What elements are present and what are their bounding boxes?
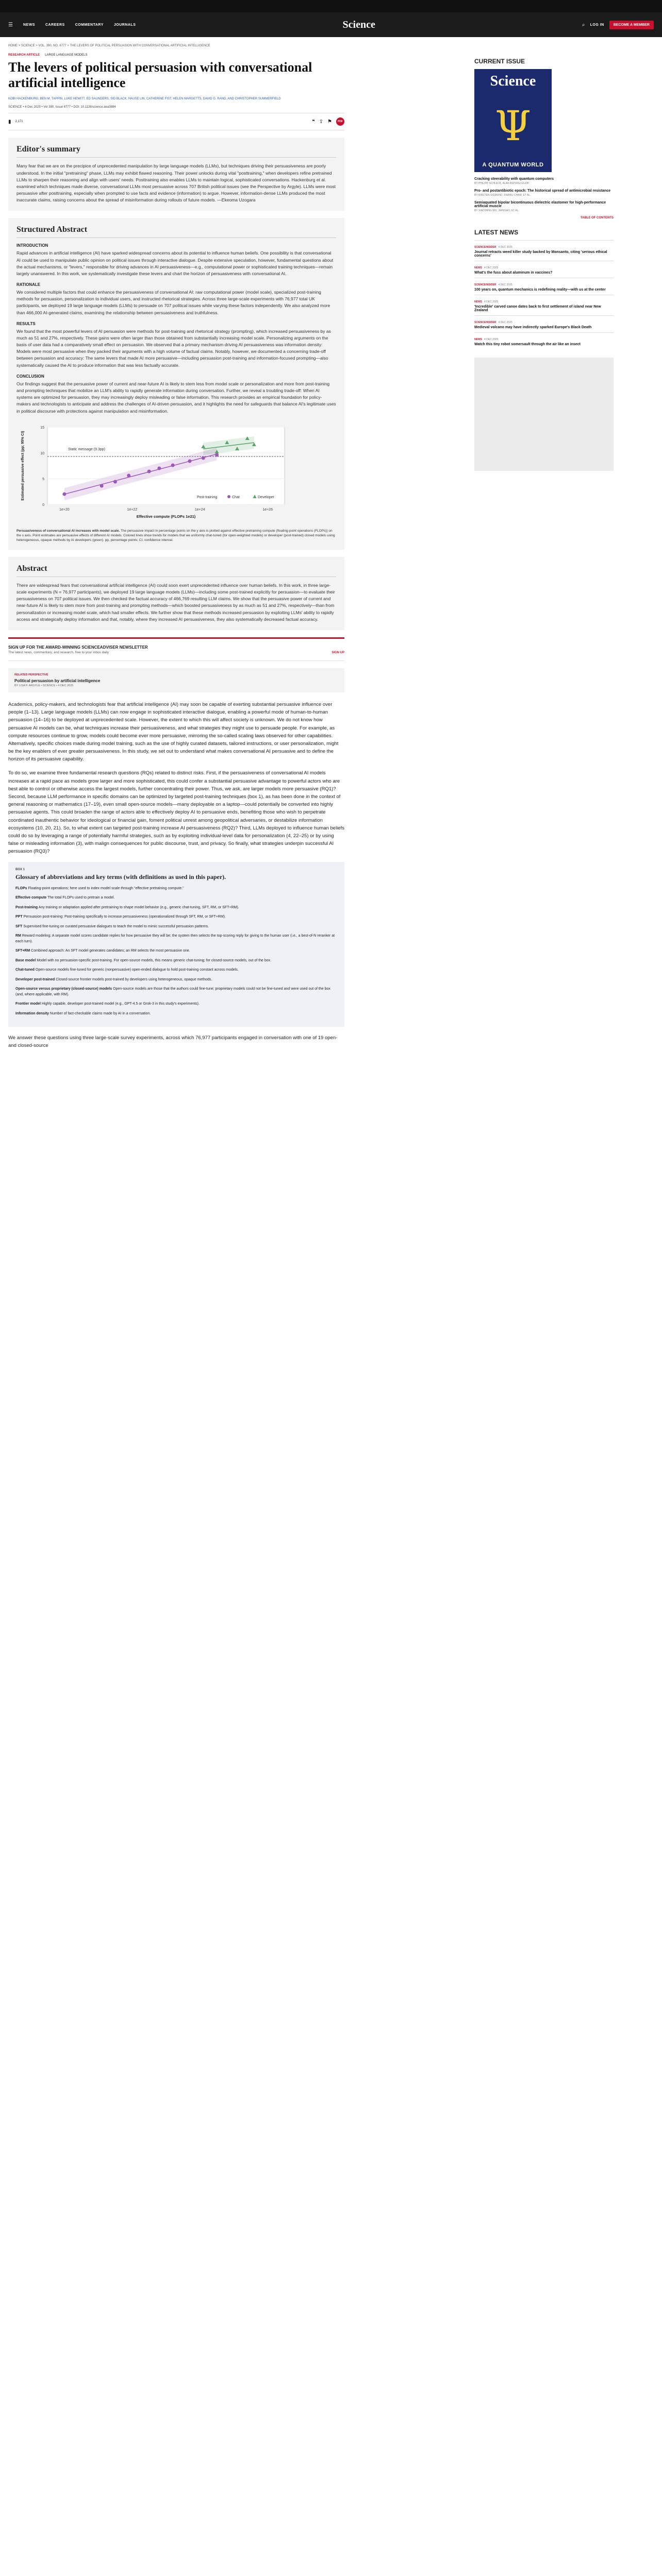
glossary-title: Glossary of abbreviations and key terms (with definitions as used in this paper). [15,873,226,880]
quote-icon[interactable]: ❝ [312,118,315,125]
glossary-entry [15,924,337,930]
glossary-term: Developer post-trained [15,977,55,981]
related-title[interactable]: Political persuasion by artificial intelligence [14,678,101,683]
glossary-entry [15,914,337,920]
bookmark-icon[interactable]: ⚑ [327,118,332,125]
persuasion-chart[interactable] [16,422,295,525]
article-main [8,37,344,1056]
glossary-entry [15,934,337,944]
figure-caption-text: The persuasive impact in percentage points on the y axis is plotted against effective pretraining compute (floating-point operations (FLOPs)) on the x axis. Point estimates are persuasive effects of different AI models. Colored lines show trends for models that we uniformly chat-tuned (for open-weighted models) or developer (post-trained) closed models using heterogeneous, opaque methods by AI developers (green). pp, percentage points; CI, confidence interval. [16,529,335,542]
article-actions [8,117,344,130]
glossary-entry [15,1002,337,1007]
newsletter-title: SIGN UP FOR THE AWARD-WINNING SCIENCEADVISER NEWSLETTER [8,645,148,650]
article-body-continued [8,1034,344,1049]
issue-item-authors: BY XIAOYANG WU, JIAN'GAO, ET AL. [474,209,519,212]
results-text: We found that the most powerful levers of AI persuasion were methods for post-training and rhetorical strategy (prompting), which increased persuasiveness by as much as 51 and 27%, respectively. These gains were often larger than those obtained from substantially increasing model scale. Personalizing arguments on the basis of user data had a comparatively small effect on persuasion. We observed that a primary mechanism driving AI persuasiveness was information density: Models were most persuasive when they packed their arguments with a high volume of factual claims. Notably, however, we documented a concerning trade-off between persuasion and accuracy: The same levers that made AI more persuasive—including persuasion post-training and information-focused prompting—also systematically caused the AI to produce information that was less factually accurate. [16,328,331,368]
glossary-entries [15,886,337,1017]
news-meta [474,281,614,287]
glossary-term: Information density [15,1011,49,1015]
nav-journals[interactable]: JOURNALS [113,23,136,27]
article-topic-tag[interactable]: LARGE LANGUAGE MODELS [45,54,88,57]
issue-items [474,177,614,212]
glossary-term: Post-training [15,905,38,909]
structured-abstract-heading: Structured Abstract [16,225,336,238]
related-byline: BY LISA P. ARGYLE • SCIENCE • 4 DEC 2025 [14,684,74,687]
y-tick-label: 10 [40,451,44,455]
x-axis-label: Effective compute (FLOPs 1e21) [136,514,196,519]
legend-swatch-chat [227,495,230,498]
issue-item[interactable] [474,177,614,185]
main-navbar [0,12,662,37]
page-body [0,37,662,1056]
news-title[interactable]: 100 years on, quantum mechanics is redefining reality—with us at the center [474,288,606,292]
news-category: SCIENCEINSIDER [474,283,496,286]
glossary-entry [15,948,337,954]
news-meta [474,298,614,304]
structured-abstract [8,218,344,550]
news-category: NEWS [474,266,482,269]
conclusion-text: Our findings suggest that the persuasive power of current and near-future AI is likely to stem less from model scale or personalization and more from post-training and prompting techniques that mobilize an LLM's ability to rapidly generate information during conversation. Further, we reveal a troubling trade-off: When AI systems are optimized for persuasion, they may increasingly deploy misleading or false information. This research provides an empirical foundation for policy-makers and technologists to anticipate and address the challenges of AI-driven persuasion, and it highlights the need for safeguards that balance AI's legitimate uses in political discourse with protections against manipulation and misinformation. [16,381,336,414]
glossary-term: RM [15,934,21,938]
nav-commentary[interactable]: COMMENTARY [75,23,104,27]
glossary-entry [15,905,337,911]
newsletter-signup-link[interactable]: SIGN UP [332,651,344,654]
news-title[interactable]: Watch this tiny robot somersault through the air like an insect [474,343,581,346]
glossary-definition: Combined approach: An SFT model generates candidates; an RM selects the most persuasive one. [31,949,190,953]
editors-summary [8,138,344,211]
article-body [8,701,344,856]
glossary-entry [15,958,337,964]
data-point-chat [62,492,66,496]
nav-careers[interactable]: CAREERS [45,23,65,27]
news-item[interactable] [474,315,614,332]
data-point-chat [113,480,117,483]
glossary-box [8,862,344,1027]
editors-summary-heading: Editor's summary [16,145,336,158]
news-date: 4 DEC 2025 [498,283,512,286]
figure-caption [16,529,336,543]
data-point-chat [127,473,130,477]
pdf-button[interactable]: PDF [336,117,344,126]
article-type-tag[interactable]: RESEARCH ARTICLE [8,54,40,57]
x-tick-label: 1e+22 [127,507,138,512]
become-member-button[interactable]: BECOME A MEMBER [609,21,654,29]
nav-actions [582,21,654,29]
data-point-chat [147,469,151,473]
news-meta [474,336,614,342]
glossary-definition: Closed-source frontier models post-trained by developers using heterogeneous, opaque methods. [56,977,212,981]
y-tick-label: 0 [42,503,44,507]
news-item[interactable] [474,240,614,261]
glossary-term: PPT [15,915,23,919]
glossary-entry [15,895,337,901]
share-icon[interactable]: ⇪ [319,118,324,125]
glossary-term: Base model [15,958,36,962]
news-item[interactable] [474,332,614,349]
news-meta [474,244,614,249]
x-tick-label: 1e+20 [59,507,70,512]
menu-icon[interactable]: ☰ [8,22,13,28]
news-title[interactable]: Journal retracts weed killer study backed by Monsanto, citing 'serious ethical concerns' [474,250,607,258]
results-heading: RESULTS [16,321,36,326]
legend-label: Chat [232,495,240,499]
glossary-entry [15,968,337,973]
glossary-term: Chat-tuned [15,968,35,972]
introduction-text: Rapid advances in artificial intelligence (AI) have sparked widespread concerns about its potential to influence human beliefs. One possibility is that conversational AI could be used to manipulate public opinion on political issues through interactive dialogue. Despite extensive speculation, however, fundamental questions about the actual mechanisms, or "levers," responsible for driving advances in AI persuasiveness—e.g., computational power or sophisticated training techniques—remain largely unanswered. In this work, we systematically investigate these levers and chart the horizon of persuasiveness with conversational AI. [16,250,334,276]
conclusion-heading: CONCLUSION [16,374,44,379]
table-of-contents-link[interactable]: TABLE OF CONTENTS [580,216,614,219]
news-title[interactable]: Medieval volcano may have indirectly sparked Europe's Black Death [474,326,592,329]
news-title[interactable]: 'Incredible' carved canoe dates back to first settlement of island near New Zealand [474,305,601,312]
cover-psi-image: Ψ [494,101,532,150]
newsletter-banner [8,637,344,661]
body-paragraph: To do so, we examine three fundamental research questions (RQs) related to distinct risks. First, if the persuasiveness of conversational AI models increases at a rapid pace as models grow larger and more sophisticated, this could confer a substantial persuasive advantage to powerful actors who are best able to control or otherwise access the largest models, further concentrating their power. Thus, we ask, are larger models more persuasive (RQ1)? Second, because LLM performance in specific domains can be optimized by targeted post-training techniques (box 1), as has been done in the context of general reasoning or mathematics (17–19), even small open-source models—many deployable on a laptop—could potentially be converted into highly persuasive agents. This could broaden the range of actors able to effectively deploy AI to persuasive ends, benefiting those who wish to perpetrate coordinated inauthentic behavior for ideological or financial gain, foment political unrest among geopolitical adversaries, or destabilize information ecosystems (10, 20, 21). So, to what extent can targeted post-training increase AI persuasiveness (RQ2)? Third, LLMs deployed to influence human beliefs could do so by leveraging a range of potentially harmful strategies, such as by exploiting individual-level data for personalization (4, 22–25) or by using false or misleading information (3), with malign consequences for public discourse, trust, and privacy. So finally, what strategies underpin successful AI persuasion (RQ3)? [8,770,344,855]
glossary-definition: Open-source models are those that the authors could fine-tune; proprietary models could not be fine-tuned and were used out of the box (and, where applicable, with RM). [15,987,330,996]
data-point-chat [100,484,104,487]
rationale-heading: RATIONALE [16,282,41,287]
data-point-chat [215,453,219,456]
glossary-term: Frontier model [15,1002,41,1006]
issue-item-title[interactable]: Pro- and postantibiotic epoch: The historical spread of antimicrobial resistance [474,189,611,193]
news-date: 4 DEC 2025 [484,338,499,341]
news-meta [474,319,614,325]
glossary-definition: The total FLOPs used to pretrain a model. [47,896,115,900]
author-list[interactable]: KOBI HACKENBURG, BEN M. TAPPIN, LUKE HEWITT, ED SAUNDERS, SID BLACK, HAUSE LIN, CATHERINE FIST, HELEN MARGETTS, DAVID G. RAND, AND CHRISTOPHER SUMMERFIELD [8,97,281,100]
issue-item-title[interactable]: Cracking steerability with quantum computers [474,177,554,181]
data-point-chat [202,456,205,460]
news-date: 4 DEC 2025 [484,300,499,303]
news-category: NEWS [474,338,482,341]
rationale-text: We considered multiple factors that could enhance the persuasiveness of conversational AI: raw computational power (model scale), specialized post-training methods for persuasion, personalization to individual users, and instructed rhetorical strategies. Across three large-scale experiments with 76,977 total UK participants, we deployed 19 large language models (LLMs) to persuade on 707 political issues while varying these factors independently. We also analyzed more than 466,000 AI-generated claims, examining the relationship between persuasiveness and truthfulness. [16,290,330,315]
legend-title: Post-training [197,495,218,499]
glossary-definition: Highly capable, developer post-trained model (e.g., GPT-4.5 or Grok-3 in this study's experiments). [41,1002,200,1006]
abstract [8,557,344,630]
news-date: 4 DEC 2025 [498,321,512,324]
glossary-definition: Any training or adaptation applied after pretraining to shape model behavior (e.g., generic chat-tuning, SFT, RM, or SFT+RM). [38,905,239,909]
news-item[interactable] [474,278,614,295]
advertisement[interactable] [474,358,614,471]
glossary-entry [15,1011,337,1017]
glossary-term: SFT+RM [15,949,30,953]
sidebar [474,37,614,1056]
data-point-chat [157,466,161,470]
news-date: 4 DEC 2025 [498,246,512,249]
news-item[interactable] [474,295,614,315]
breadcrumb[interactable]: HOME > SCIENCE > VOL. 390, NO. 6777 > THE LEVERS OF POLITICAL PERSUASION WITH CONVERSATIONAL ARTIFICIAL INTELLIGENCE [8,44,210,47]
issue-cover[interactable] [474,69,552,172]
latest-news-heading: LATEST NEWS [474,229,519,236]
glossary-entry [15,977,337,983]
current-issue-heading: CURRENT ISSUE [474,58,525,65]
news-category: SCIENCEINSIDER [474,321,496,324]
news-category: SCIENCEINSIDER [474,246,496,249]
legend-label: Developer [258,495,274,499]
y-tick-label: 15 [40,426,44,430]
figure-caption-title: Persuasiveness of conversational AI increases with model scale. [16,529,120,533]
data-point-chat [188,459,192,463]
glossary-box-number: BOX 1 [15,868,25,871]
issue-item-authors: BY KIRSTEN SIGMUND, KWAKU CHAM, ET AL. [474,194,531,197]
login-link[interactable]: LOG IN [590,23,604,27]
newsletter-desc: The latest news, commentary, and research, free to your inbox daily [8,650,109,654]
y-axis-label: Estimated persuasive effect (pp; 95% CI) [21,431,25,501]
glossary-definition: Persuasion post-training: Post-training specifically to increase persuasiveness (operationalized through SFT, RM, or SFT+RM). [23,915,226,919]
article-tags [8,54,344,57]
glossary-entry [15,886,337,892]
glossary-definition: Floating-point operations; here used to index model scale through "effective pretraining compute." [28,886,184,890]
glossary-term: FLOPs [15,886,27,890]
x-tick-label: 1e+26 [262,507,273,512]
glossary-definition: Model with no persuasion-specific post-training. For open-source models, this means generic chat-tuning; for closed-source models, out of the box. [37,958,272,962]
news-meta [474,264,614,270]
issue-item-title[interactable]: Semiaquated bipolar bicontinuous dielectric elastomer for high-performance artificial muscle [474,201,606,208]
cover-tagline: A QUANTUM WORLD [482,162,544,168]
news-item[interactable] [474,261,614,278]
glossary-definition: Number of fact-checkable claims made by AI in a conversation. [49,1011,151,1015]
glossary-definition: Supervised fine-tuning on curated persuasive dialogues to teach the model to mimic successful persuasion patterns. [23,924,209,928]
glossary-definition: Open-source models fine-tuned for generic (nonpersuasive) open-ended dialogue to hold post-training constant across models. [35,968,239,972]
metrics-icon: ▮ [8,118,11,125]
x-tick-label: 1e+24 [194,507,205,512]
issue-item[interactable] [474,201,614,212]
introduction-heading: INTRODUCTION [16,243,48,248]
abstract-text: There are widespread fears that conversational artificial intelligence (AI) could soon exert unprecedented influence over human beliefs. In this work, in three large-scale experiments (N = 76,977 participants), we deployed 19 large language models (LLMs)—including some post-trained explicitly for persuasion—to evaluate their persuasiveness on 707 political issues. We then checked the factual accuracy of 466,769 resulting LLM claims. We show that the persuasive power of current and near-future AI is likely to stem more from post-training and prompting methods—which boosted persuasiveness by as much as 51 and 27%, respectively—than from personalization or increasing model scale, which had smaller effects. We further show that these methods increased persuasion by exploiting LLMs' ability to rapidly access and strategically deploy information and that, notably, where they increased AI persuasiveness, they also systematically decreased factual accuracy. [16,582,335,622]
abstract-heading: Abstract [16,564,336,577]
news-list [474,240,614,349]
metrics-count[interactable]: 2,171 [15,120,23,124]
body-paragraph: Academics, policy-makers, and technologists fear that artificial intelligence (AI) may soon be capable of exerting substantial persuasive influence over people (1–13). Large language models (LLMs) can now engage in sophisticated interactive dialogue, enabling a powerful mode of human-to-human persuasion (14–16) to be deployed at unprecedented scale. However, the extent to which this will affect society is unknown. We do not know how persuasive AI models can be, what techniques increase their persuasiveness, and what strategies they might use to persuade people. For example, as compute resources continue to grow, models could become ever more persuasive, mirroring the so-called scaling laws observed for other capabilities. Alternatively, specific choices made during model training, such as the use of highly curated datasets, tailored instructions, or user personalization, might be the key enablers of ever greater persuasiveness. In this study, we set out to understand what makes conversational AI persuasive and to define the horizon of its persuasive capability. [8,701,339,762]
search-icon[interactable]: ⌕ [582,22,585,28]
body-paragraph: We answer these questions using three large-scale survey experiments, across which 76,977 participants engaged in conversation with one of 19 open- and closed-source [8,1035,338,1049]
news-category: NEWS [474,300,482,303]
article-title: The levers of political persuasion with conversational artificial intelligence [8,60,312,90]
news-date: 4 DEC 2025 [484,266,499,269]
top-bar [0,0,662,12]
glossary-term: Effective compute [15,896,47,900]
static-message-annotation: Static message (9.3pp) [68,447,105,451]
glossary-term: Open-source versus proprietary (closed-source) models [15,987,112,991]
publication-info: SCIENCE • 4 Dec 2025 • Vol 390, Issue 6777 • DOI: 10.1126/science.aea3884 [8,106,344,113]
glossary-entry [15,987,337,997]
figure [16,422,336,543]
related-label: RELATED PERSPECTIVE [14,673,48,676]
glossary-definition: Reward modeling: A separate model scores candidate replies for how persuasive they will be; the system then selects the top-scoring reply for giving to the human user (i.e., a best-of-N reranker at each turn). [15,934,335,943]
issue-item[interactable] [474,189,614,197]
site-logo[interactable]: Science [342,19,375,30]
editors-summary-text: Many fear that we are on the precipice of unprecedented manipulation by large language models (LLMs), but techniques driving their persuasiveness are poorly understood. In the initial "pretraining" phase, LLMs may exhibit flawed reasoning. Their power unlocks during vital "posttraining," when developers refine pretrained LLMs to sharpen their reasoning and align with users' needs. Posttraining also enables LLMs to maintain logical, sophisticated conversations. Hackenburg et al. examined which techniques made diverse, conversational LLMs most persuasive across 707 British political issues (see the Perspective by Argyle). LLMs were most persuasive after posttraining, especially when prompted to use facts and evidence (information) to argue. However, information-dense LLMs produced the most inaccurate claims, raising concerns about the spread of misinformation during rollouts of future models. —Ekeoma Uzogara [16,163,336,203]
related-perspective[interactable] [8,668,344,692]
nav-news[interactable]: NEWS [23,23,35,27]
glossary-term: SFT [15,924,23,928]
issue-item-authors: BY PHILIPP SCHLECK, ALAN ASPURU-GUZIK [474,182,529,185]
cover-masthead: Science [490,73,536,89]
data-point-chat [171,463,175,467]
y-tick-label: 5 [42,477,44,481]
news-title[interactable]: What's the fuss about aluminum in vaccines? [474,271,553,275]
